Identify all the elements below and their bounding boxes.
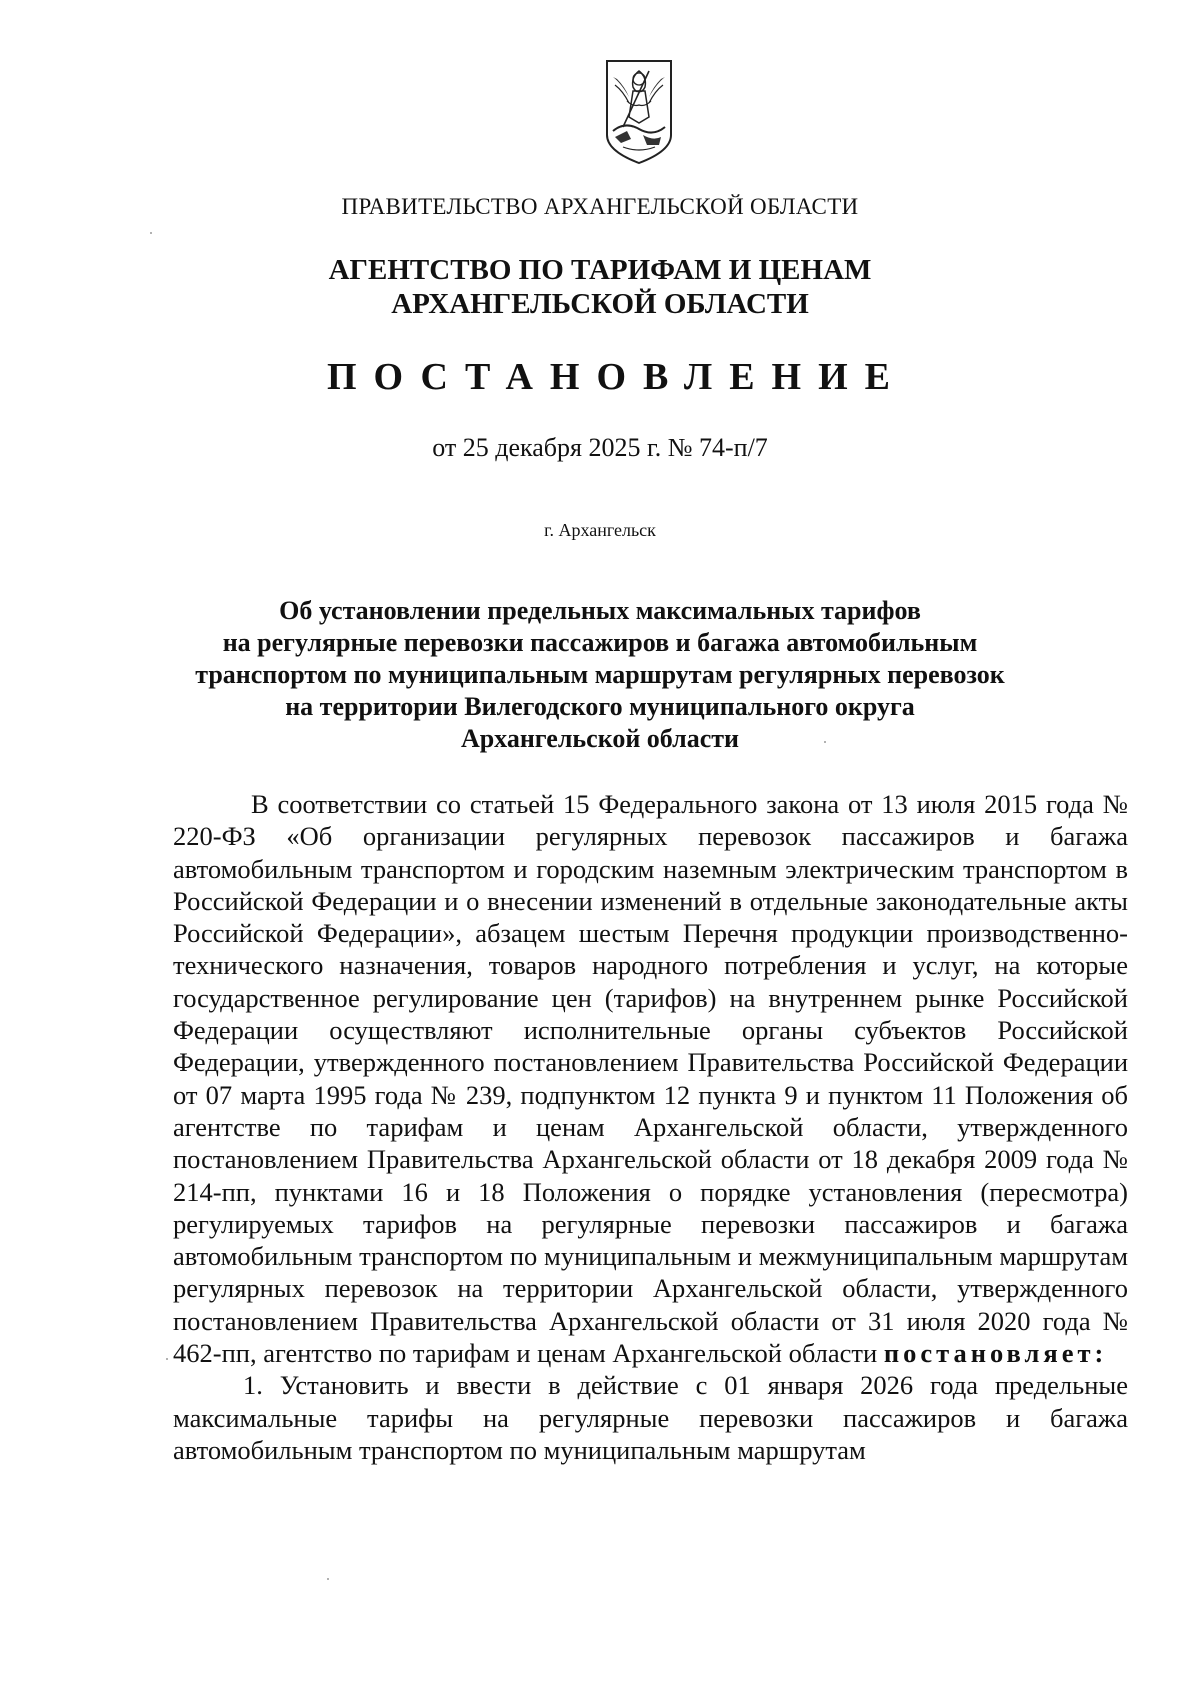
document-type: ПОСТАНОВЛЕНИЕ bbox=[326, 356, 908, 398]
scan-speck bbox=[327, 1578, 329, 1580]
coat-of-arms-emblem bbox=[603, 57, 675, 167]
document-body bbox=[173, 788, 1128, 1466]
agency-name-line2: АРХАНГЕЛЬСКОЙ ОБЛАСТИ bbox=[391, 288, 809, 320]
title-line4: на территории Вилегодского муниципального округа bbox=[285, 692, 915, 721]
title-line5: Архангельской области bbox=[460, 724, 740, 753]
scan-speck bbox=[150, 232, 152, 234]
title-line2: на регулярные перевозки пассажиров и багажа автомобильным bbox=[222, 628, 978, 657]
government-name: ПРАВИТЕЛЬСТВО АРХАНГЕЛЬСКОЙ ОБЛАСТИ bbox=[341, 194, 859, 219]
item-1-paragraph: 1. Установить и ввести в действие с 01 января 2026 года предельные максимальные тарифы на регулярные перевозки пассажиров и багажа автомобильным транспортом по муниципальным маршрутам bbox=[173, 1370, 1128, 1465]
document-title bbox=[0, 595, 1200, 755]
archangel-coat-of-arms-icon bbox=[603, 57, 675, 167]
scan-speck bbox=[166, 1358, 168, 1360]
agency-name-line1: АГЕНТСТВО ПО ТАРИФАМ И ЦЕНАМ bbox=[328, 254, 872, 286]
agency-name bbox=[0, 253, 1200, 321]
decree-word: постановляет: bbox=[883, 1338, 1108, 1369]
scan-speck bbox=[824, 741, 826, 743]
title-line1: Об установлении предельных максимальных тарифов bbox=[279, 596, 921, 625]
document-city: г. Архангельск bbox=[544, 520, 656, 540]
preamble-text: В соответствии со статьей 15 Федерального закона от 13 июля 2015 года № 220-ФЗ «Об организации регулярных перевозок пассажиров и багажа автомобильным транспортом и городским наземным электрическим транспортом в Российской Федерации и о внесении изменений в отдельные законодательные акты Российской Федерации», абзацем шестым Перечня продукции производственно-технического назначения, товаров народного потребления и услуг, на которые государственное регулирование цен (тарифов) на внутреннем рынке Российской Федерации осуществляют исполнительные органы субъектов Российской Федерации, утвержденного постановлением Правительства Российской Федерации от 07 марта 1995 года № 239, подпунктом 12 пункта 9 и пунктом 11 Положения об агентстве по тарифам и ценам Архангельской области, утвержденного постановлением Правительства Архангельской области от 18 декабря 2009 года № 214-пп, пунктами 16 и 18 Положения о порядке установления (пересмотра) регулируемых тарифов на регулярные перевозки пассажиров и багажа автомобильным транспортом по муниципальным и межмуниципальным маршрутам регулярных перевозок на территории Архангельской области, утвержденного постановлением Правительства Архангельской области от 31 июля 2020 года № 462-пп, агентство по тарифам и ценам Архангельской области bbox=[173, 789, 1128, 1369]
preamble-paragraph bbox=[173, 788, 1128, 1369]
document-date-number: от 25 декабря 2025 г. № 74-п/7 bbox=[432, 433, 768, 462]
title-line3: транспортом по муниципальным маршрутам регулярных перевозок bbox=[195, 660, 1005, 689]
